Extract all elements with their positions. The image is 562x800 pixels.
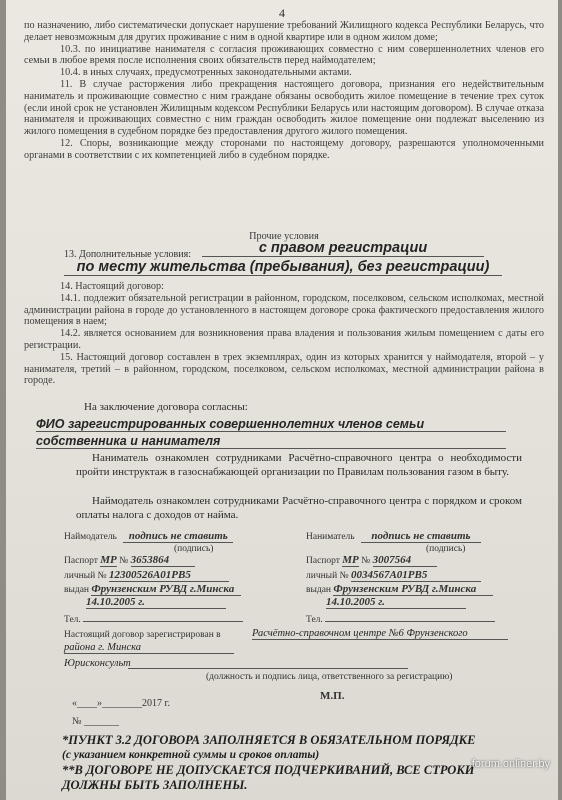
- landlord-personal-label: личный №: [64, 571, 107, 581]
- page-number: 4: [279, 6, 285, 20]
- clause-11: 11. В случае расторжения либо прекращения настоящего договора, признания его недействительным наниматель и проживающие совместно с ним граждане обязаны освободить жилое помещение в течение трех суток (если иной срок не установлен Жилищным кодексом Республики Беларусь или настоящим договором). В случае отказа нанимателя и проживающих совместно с ним граждан освободить жилое помещение они подлежат выселению из жилого помещения в судебном порядке без предоставления другого жилого помещения.: [24, 78, 544, 138]
- tenant-role: Наниматель: [306, 532, 355, 542]
- tenant-passport-series: МР: [342, 554, 359, 566]
- landlord-passport-number: 3653864: [131, 554, 195, 567]
- registration-handwritten-2: района г. Минска: [64, 642, 234, 654]
- footnote-1-detail: (с указанием конкретной суммы и сроков оплаты): [62, 749, 320, 761]
- landlord-signature: подпись не ставить: [123, 530, 233, 543]
- landlord-passport-label: Паспорт: [64, 556, 98, 566]
- registrar-caption: (должность и подпись лица, ответственного за регистрацию): [206, 672, 453, 682]
- landlord-issued-by: Фрунзенским РУВД г.Минска: [91, 583, 241, 596]
- landlord-phone-line: [83, 611, 243, 622]
- landlord-issued-label: выдан: [64, 585, 90, 595]
- notice-tax: Наймодатель ознакомлен сотрудниками Расчётно-справочного центра с порядком и сроком оплаты налога с доходов от найма.: [76, 495, 522, 521]
- clause-10-2-tail: по назначению, либо систематически допускает нарушение требований Жилищного кодекса Республики Беларусь, что делает невозможным для других проживание с ним в одной квартире или в одном жилом доме;: [24, 20, 544, 43]
- clauses-14-15: [24, 281, 544, 387]
- consent-label: На заключение договора согласны:: [84, 401, 248, 413]
- consent-handwritten-2: собственника и нанимателя: [36, 434, 506, 449]
- landlord-personal-number: 12300526A01PB5: [109, 569, 229, 582]
- tenant-passport-no-label: №: [361, 556, 371, 566]
- document-page: [6, 0, 558, 800]
- registration-handwritten-1: Расчётно-справочном центре №6 Фрунзенского: [252, 628, 508, 640]
- registrar-line: [128, 656, 408, 669]
- tenant-issued-label: выдан: [306, 585, 332, 595]
- tenant-passport-number: 3007564: [373, 554, 437, 567]
- tenant-signature: подпись не ставить: [361, 530, 481, 543]
- consent-handwritten-1: ФИО зарегистрированных совершеннолетних членов семьи: [36, 417, 506, 432]
- tenant-phone-label: Тел.: [306, 615, 323, 625]
- clause-13-handwritten-1: с правом регистрации: [202, 240, 484, 257]
- tenant-passport-label: Паспорт: [306, 556, 340, 566]
- jurist-handwritten: Юрисконсульт: [64, 658, 131, 669]
- clause-13-handwritten-2: по месту жительства (пребывания), без регистрации): [64, 259, 502, 276]
- notice-gas: Наниматель ознакомлен сотрудниками Расчётно-справочного центра о необходимости пройти инструктаж в газоснабжающей организации по Правилам пользования газом в быту.: [76, 452, 522, 478]
- clause-12: 12. Споры, возникающие между сторонами по настоящему договору, разрешаются уполномоченными органами в соответствии с их компетенцией либо в судебном порядке.: [24, 137, 544, 161]
- landlord-phone-label: Тел.: [64, 615, 81, 625]
- number-line: № _______: [72, 716, 120, 727]
- landlord-passport-series: МР: [100, 554, 117, 566]
- stamp-mark: М.П.: [320, 690, 345, 702]
- tenant-signature-caption: (подпись): [426, 544, 466, 554]
- tenant-issued-date: 14.10.2005 г.: [326, 596, 466, 609]
- clauses-top: [24, 20, 544, 162]
- footnote-2-tail: ДОЛЖНЫ БЫТЬ ЗАПОЛНЕНЫ.: [62, 778, 248, 792]
- landlord-passport-no-label: №: [119, 556, 129, 566]
- clause-10-3: 10.3. по инициативе нанимателя с согласия проживающих совместно с ним совершеннолетних членов его семьи в любое время после исполнения своих обязательств перед наймодателем;: [24, 43, 544, 67]
- tenant-personal-label: личный №: [306, 571, 349, 581]
- clause-14: 14. Настоящий договор:: [60, 281, 164, 292]
- footnote-1: *ПУНКТ 3.2 ДОГОВОРА ЗАПОЛНЯЕТСЯ В ОБЯЗАТЕЛЬНОМ ПОРЯДКЕ: [62, 733, 476, 747]
- clause-15: 15. Настоящий договор составлен в трех экземплярах, один из которых хранится у наймодателя, второй – у нанимателя, третий – в районном, городском, поселковом, сельском исполкомах, местной администрации района в городе.: [24, 351, 544, 387]
- clause-13-label: 13. Дополнительные условия:: [64, 249, 191, 260]
- date-line: «____»________2017 г.: [72, 698, 170, 709]
- footnote-2: **В ДОГОВОРЕ НЕ ДОПУСКАЕТСЯ ПОДЧЕРКИВАНИЙ, ВСЕ СТРОКИ: [62, 763, 475, 777]
- registration-label: Настоящий договор зарегистрирован в: [64, 630, 221, 640]
- clause-14-1: 14.1. подлежит обязательной регистрации в районном, городском, поселковом, сельском исполкомах, местной администрации района в городе до установленного в настоящем договоре срока фактического предоставления жилого помещения в наем;: [24, 292, 544, 328]
- clause-14-2: 14.2. является основанием для возникновения права владения и пользования жилым помещением с даты его регистрации.: [24, 328, 544, 351]
- landlord-role: Наймодатель: [64, 532, 117, 542]
- tenant-personal-number: 0034567A01PB5: [351, 569, 481, 582]
- tenant-issued-by: Фрунзенским РУВД г.Минска: [333, 583, 493, 596]
- landlord-issued-date: 14.10.2005 г.: [86, 596, 226, 609]
- tenant-phone-line: [325, 611, 495, 622]
- landlord-signature-caption: (подпись): [174, 544, 214, 554]
- watermark: forum.onliner.by: [471, 758, 550, 770]
- section-title: Прочие условия: [249, 231, 319, 242]
- clause-10-4: 10.4. в иных случаях, предусмотренных законодательными актами.: [60, 67, 352, 79]
